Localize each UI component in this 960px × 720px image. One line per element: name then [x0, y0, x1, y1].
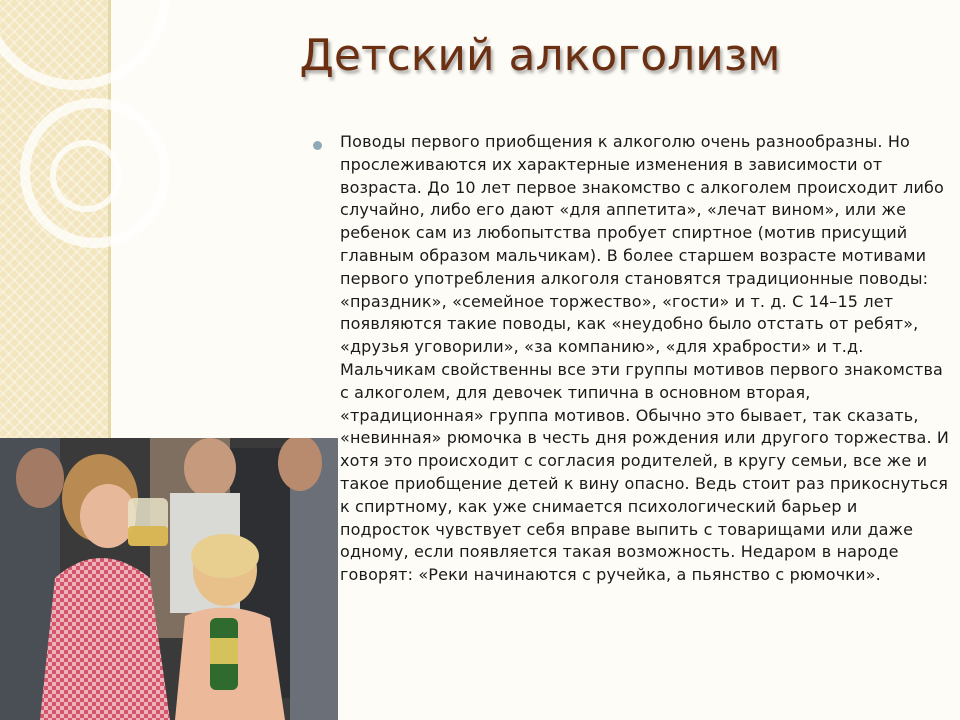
children-with-drinks-photo	[0, 438, 338, 720]
bullet-text: Поводы первого приобщения к алкоголю очень разнообразны. Но прослеживаются их характерные изменения в зависимости от возраста. До 10 лет первое знакомство с алкоголем происходит либо случайно, либо его дают «для аппетита», «лечат вином», или же ребенок сам из любопытства пробует спиртное (мотив присущий главным образом мальчикам). В более старшем возрасте мотивами первого употребления алкоголя становятся традиционные поводы: «праздник», «семейное торжество», «гости» и т. д. С 14–15 лет появляются такие поводы, как «неудобно было отстать от ребят», «друзья уговорили», «за компанию», «для храбрости» и т.д. Мальчикам свойственны все эти группы мотивов первого знакомства с алкоголем, для девочек типична в основном вторая, «традиционная» группа мотивов. Обычно это бывает, так сказать, «невинная» рюмочка в честь дня рождения или другого торжества. И хотя это происходит с согласия родителей, в кругу семьи, все же и такое приобщение детей к вину опасно. Ведь стоит раз прикоснуться к спиртному, как уже снимается психологический барьер и подросток чувствует себя вправе выпить с товарищами или даже одному, если появляется такая возможность. Недаром в народе говорят: «Реки начинаются с ручейка, а пьянство с рюмочки».	[340, 132, 950, 585]
slide-title: Детский алкоголизм	[299, 30, 781, 81]
decorative-ring	[50, 140, 122, 212]
bullet-marker	[313, 141, 322, 150]
photo-illustration	[0, 438, 338, 720]
